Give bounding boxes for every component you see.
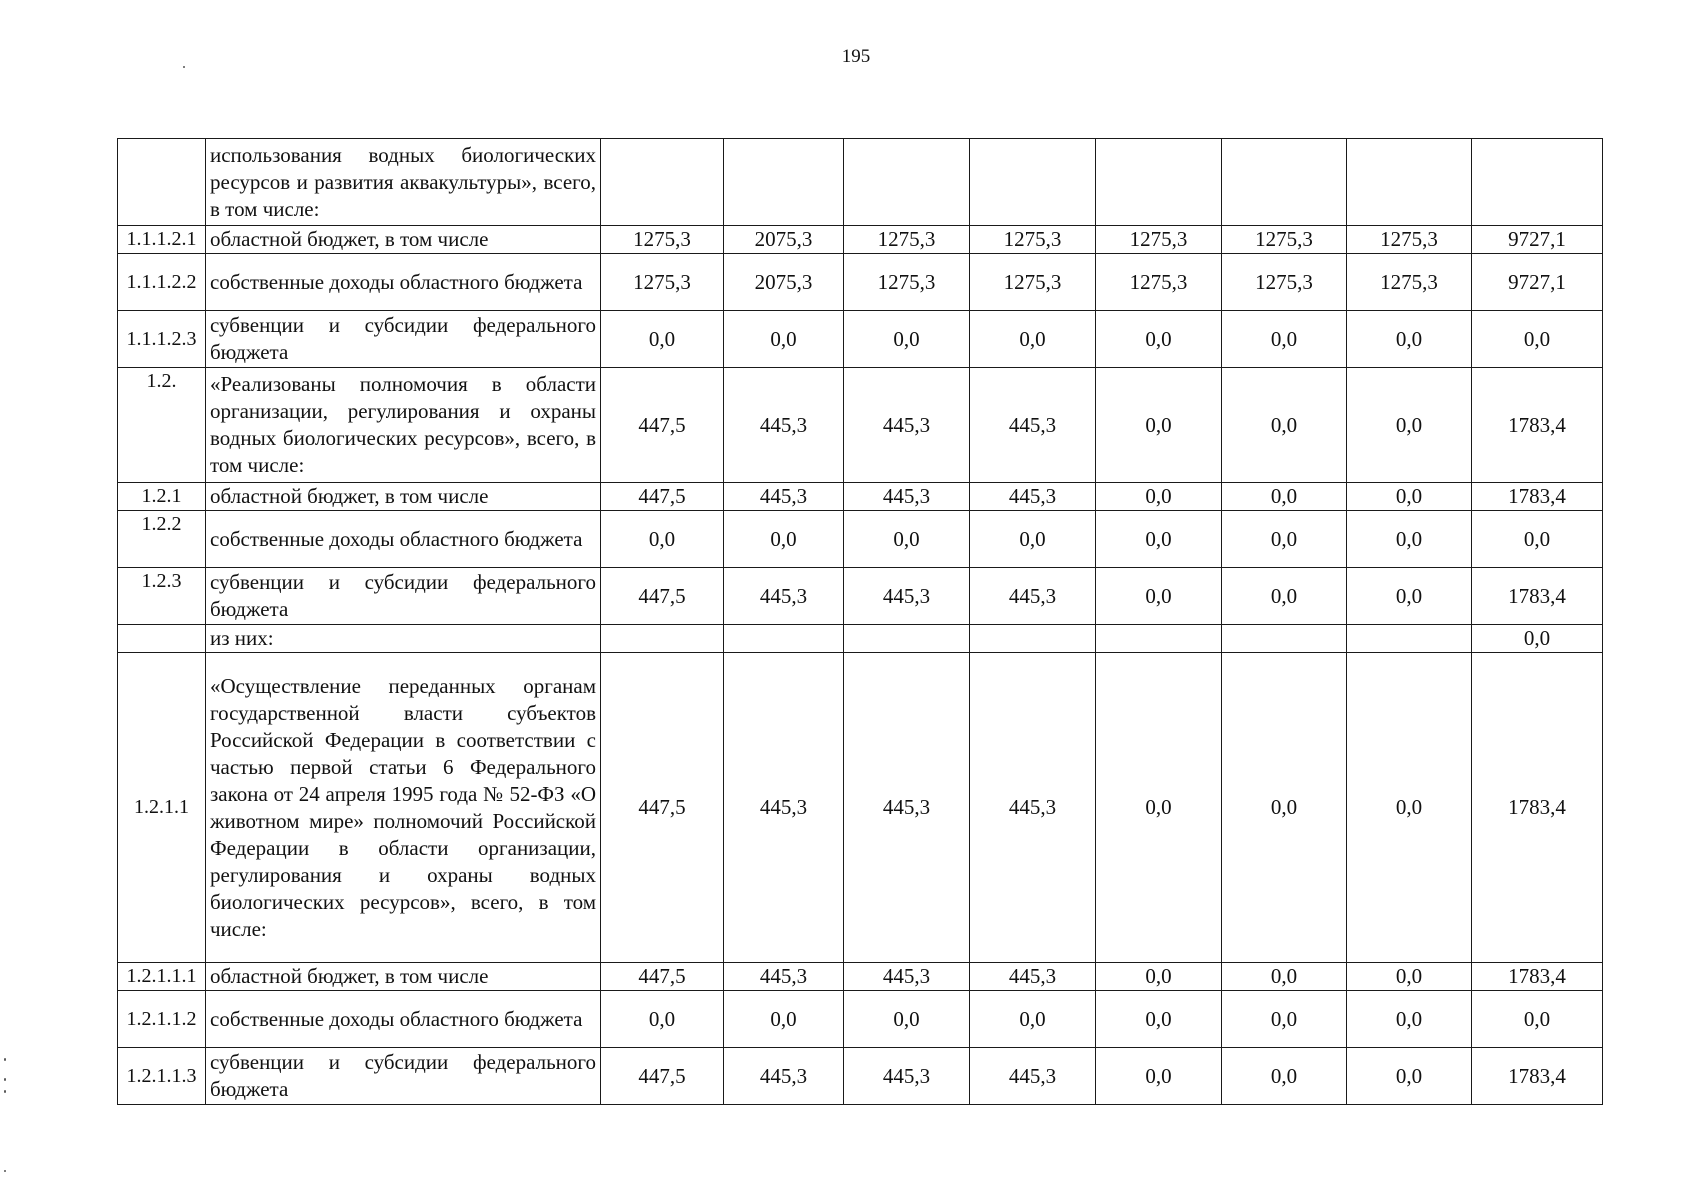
row-value: 0,0 [1472, 991, 1603, 1048]
row-value: 0,0 [844, 511, 970, 568]
row-value: 1275,3 [1347, 226, 1472, 254]
row-value: 445,3 [724, 653, 844, 963]
row-value: 447,5 [601, 568, 724, 625]
page-number: 195 [841, 46, 871, 67]
row-value: 0,0 [1096, 511, 1222, 568]
row-description: областной бюджет, в том числе [206, 226, 601, 254]
row-value [1222, 139, 1347, 226]
table-row [118, 625, 1603, 653]
row-description: собственные доходы областного бюджета [206, 254, 601, 311]
row-value: 1275,3 [1096, 226, 1222, 254]
row-value: 0,0 [1096, 1048, 1222, 1105]
row-value: 1275,3 [970, 226, 1096, 254]
row-value: 445,3 [970, 653, 1096, 963]
row-value: 0,0 [1347, 368, 1472, 483]
row-value: 1275,3 [601, 226, 724, 254]
row-value: 1275,3 [844, 254, 970, 311]
row-value: 445,3 [844, 568, 970, 625]
row-description: областной бюджет, в том числе [206, 483, 601, 511]
row-value: 0,0 [1472, 625, 1603, 653]
row-value: 0,0 [1096, 653, 1222, 963]
table-row [118, 368, 1603, 483]
row-value: 0,0 [1347, 1048, 1472, 1105]
row-value: 0,0 [970, 311, 1096, 368]
row-value [970, 139, 1096, 226]
row-code: 1.2.2 [118, 511, 206, 568]
row-value: 445,3 [970, 483, 1096, 511]
row-value: 0,0 [1222, 511, 1347, 568]
row-code: 1.1.1.2.2 [118, 254, 206, 311]
row-value: 0,0 [1347, 483, 1472, 511]
row-value: 0,0 [1222, 1048, 1347, 1105]
row-value: 445,3 [724, 1048, 844, 1105]
row-value [1347, 625, 1472, 653]
row-value: 445,3 [970, 368, 1096, 483]
row-value [1347, 139, 1472, 226]
row-description: использования водных биологических ресурсов и развития аквакультуры», всего, в том числе: [206, 139, 601, 226]
row-value: 447,5 [601, 483, 724, 511]
row-value: 9727,1 [1472, 226, 1603, 254]
row-value: 1783,4 [1472, 653, 1603, 963]
row-value: 0,0 [1096, 368, 1222, 483]
row-value: 0,0 [724, 991, 844, 1048]
row-value: 0,0 [1347, 963, 1472, 991]
row-value: 445,3 [844, 653, 970, 963]
row-value: 1783,4 [1472, 483, 1603, 511]
row-value: 1275,3 [1222, 254, 1347, 311]
row-value [601, 625, 724, 653]
row-code [118, 139, 206, 226]
row-value: 0,0 [1222, 568, 1347, 625]
row-code: 1.2.1 [118, 483, 206, 511]
row-code: 1.2.1.1.1 [118, 963, 206, 991]
row-value: 1275,3 [1347, 254, 1472, 311]
scan-speck [4, 1170, 6, 1172]
table-row [118, 653, 1603, 963]
row-value: 0,0 [1222, 483, 1347, 511]
row-value: 0,0 [601, 991, 724, 1048]
row-value: 447,5 [601, 368, 724, 483]
row-value: 2075,3 [724, 226, 844, 254]
row-value [844, 139, 970, 226]
row-value: 0,0 [970, 511, 1096, 568]
table-row [118, 226, 1603, 254]
row-value: 447,5 [601, 1048, 724, 1105]
row-code: 1.2.1.1.2 [118, 991, 206, 1048]
row-description: субвенции и субсидии федерального бюджета [206, 568, 601, 625]
row-value: 445,3 [844, 1048, 970, 1105]
table-row [118, 963, 1603, 991]
row-code: 1.1.1.2.1 [118, 226, 206, 254]
row-description: областной бюджет, в том числе [206, 963, 601, 991]
row-value: 0,0 [1472, 511, 1603, 568]
row-value: 0,0 [1222, 963, 1347, 991]
row-value: 0,0 [1347, 511, 1472, 568]
row-value: 1275,3 [844, 226, 970, 254]
row-value: 445,3 [724, 368, 844, 483]
row-value [1096, 625, 1222, 653]
row-value: 1783,4 [1472, 1048, 1603, 1105]
row-description: «Реализованы полномочия в области организации, регулирования и охраны водных биологических ресурсов», всего, в том числе: [206, 368, 601, 483]
row-value: 1275,3 [1222, 226, 1347, 254]
table-row [118, 511, 1603, 568]
row-value: 0,0 [1096, 483, 1222, 511]
row-value: 1783,4 [1472, 368, 1603, 483]
row-value [601, 139, 724, 226]
row-value: 0,0 [1096, 568, 1222, 625]
row-value: 0,0 [1347, 991, 1472, 1048]
row-value: 445,3 [844, 963, 970, 991]
table-row [118, 139, 1603, 226]
row-value: 447,5 [601, 963, 724, 991]
row-value [844, 625, 970, 653]
row-value: 0,0 [1096, 963, 1222, 991]
row-value [1096, 139, 1222, 226]
row-code: 1.2. [118, 368, 206, 483]
scan-speck [4, 1090, 6, 1093]
row-description: «Осуществление переданных органам государственной власти субъектов Российской Федерации в соответствии с частью первой статьи 6 Федерального закона от 24 апреля 1995 года № 52-ФЗ «О животном мире» полномочий Российской Федерации в области организации, регулирования и охраны водных биологических ресурсов», всего, в том числе: [206, 653, 601, 963]
row-value: 445,3 [724, 483, 844, 511]
row-code: 1.2.1.1.3 [118, 1048, 206, 1105]
row-value [1472, 139, 1603, 226]
row-description: собственные доходы областного бюджета [206, 511, 601, 568]
row-value: 0,0 [724, 311, 844, 368]
row-value: 0,0 [970, 991, 1096, 1048]
row-value [724, 139, 844, 226]
row-description: из них: [206, 625, 601, 653]
row-value: 445,3 [844, 368, 970, 483]
row-value: 1783,4 [1472, 568, 1603, 625]
row-value: 445,3 [724, 568, 844, 625]
row-value: 2075,3 [724, 254, 844, 311]
row-value: 447,5 [601, 653, 724, 963]
table-row [118, 254, 1603, 311]
row-value: 0,0 [1096, 311, 1222, 368]
row-value: 0,0 [1222, 653, 1347, 963]
row-value: 0,0 [724, 511, 844, 568]
row-value [1222, 625, 1347, 653]
row-description: собственные доходы областного бюджета [206, 991, 601, 1048]
row-value: 445,3 [844, 483, 970, 511]
budget-table-body [118, 139, 1603, 1105]
row-value: 1783,4 [1472, 963, 1603, 991]
row-value: 445,3 [724, 963, 844, 991]
row-value: 1275,3 [1096, 254, 1222, 311]
row-code [118, 625, 206, 653]
row-value [970, 625, 1096, 653]
row-value: 0,0 [601, 311, 724, 368]
table-row [118, 991, 1603, 1048]
scan-speck [4, 1078, 6, 1081]
table-row [118, 568, 1603, 625]
table-row [118, 483, 1603, 511]
row-value: 0,0 [1222, 368, 1347, 483]
row-value: 0,0 [1347, 311, 1472, 368]
table-row [118, 311, 1603, 368]
row-value: 0,0 [844, 311, 970, 368]
row-value: 0,0 [1347, 653, 1472, 963]
row-value: 0,0 [844, 991, 970, 1048]
row-value: 445,3 [970, 963, 1096, 991]
row-value: 445,3 [970, 1048, 1096, 1105]
row-code: 1.1.1.2.3 [118, 311, 206, 368]
row-code: 1.2.1.1 [118, 653, 206, 963]
row-value: 0,0 [1222, 311, 1347, 368]
row-description: субвенции и субсидии федерального бюджета [206, 311, 601, 368]
row-description: субвенции и субсидии федерального бюджета [206, 1048, 601, 1105]
budget-table [117, 138, 1603, 1105]
row-value: 0,0 [1096, 991, 1222, 1048]
row-value: 1275,3 [601, 254, 724, 311]
row-value: 445,3 [970, 568, 1096, 625]
row-value: 1275,3 [970, 254, 1096, 311]
row-value [724, 625, 844, 653]
row-value: 0,0 [601, 511, 724, 568]
scan-speck [183, 66, 185, 68]
table-row [118, 1048, 1603, 1105]
row-value: 0,0 [1472, 311, 1603, 368]
row-value: 0,0 [1222, 991, 1347, 1048]
scan-speck [4, 1058, 6, 1061]
row-code: 1.2.3 [118, 568, 206, 625]
row-value: 9727,1 [1472, 254, 1603, 311]
row-value: 0,0 [1347, 568, 1472, 625]
